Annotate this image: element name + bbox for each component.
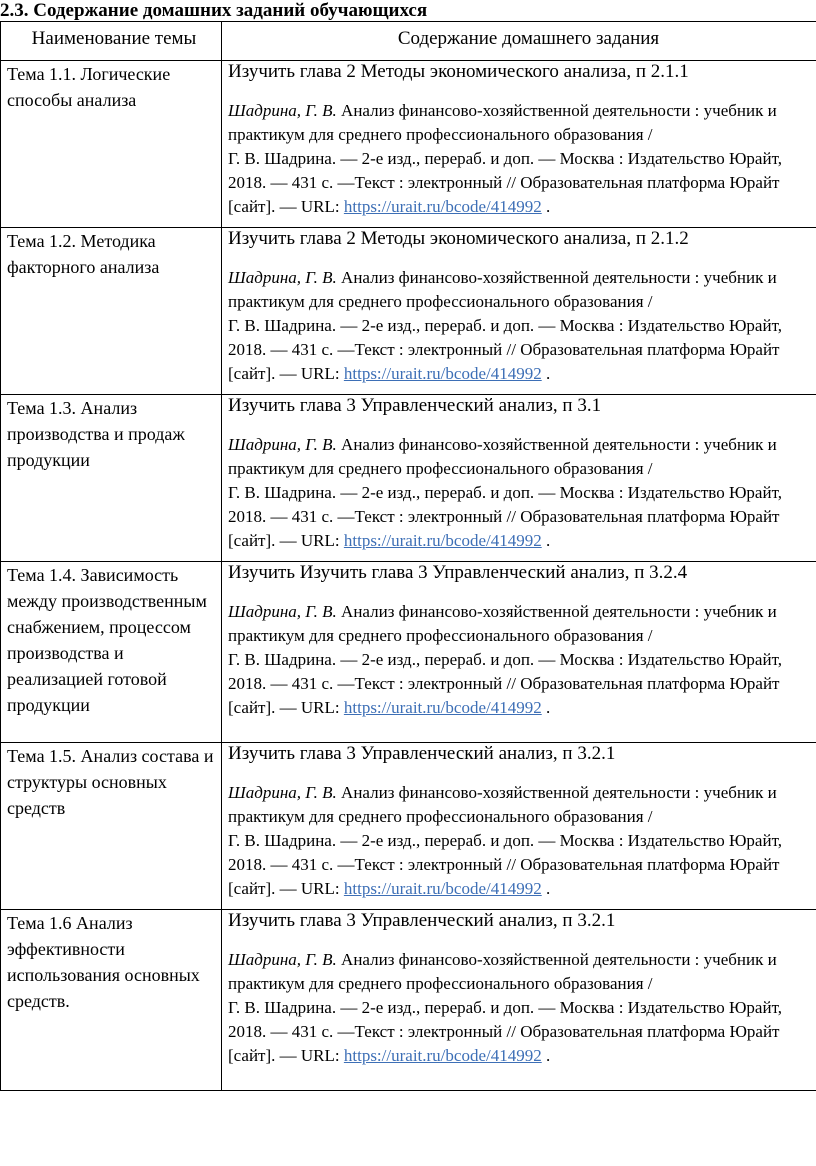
reference-author: Шадрина, Г. В. — [228, 101, 337, 120]
reference-line: 2018. — 431 с. —Текст : электронный // Образовательная платформа Юрайт — [228, 340, 780, 359]
reference-url-link[interactable]: https://urait.ru/bcode/414992 — [343, 1046, 542, 1065]
task-title: Изучить глава 2 Методы экономического анализа, п 2.1.2 — [228, 228, 689, 249]
table-row — [1, 61, 816, 228]
table-header-row — [1, 22, 816, 61]
reference-line: . — [541, 531, 551, 550]
task-cell — [222, 61, 816, 228]
task-cell — [222, 743, 816, 910]
task-cell — [222, 910, 816, 1091]
reference — [228, 600, 816, 720]
reference-url-link[interactable]: https://urait.ru/bcode/414992 — [343, 197, 542, 216]
task-title: Изучить глава 2 Методы экономического анализа, п 2.1.1 — [228, 61, 689, 82]
task-title: Изучить Изучить глава 3 Управленческий анализ, п 3.2.4 — [228, 562, 688, 583]
task-cell — [222, 228, 816, 395]
reference-line: Г. В. Шадрина. — 2-е изд., перераб. и доп. — Москва : Издательство Юрайт, — [228, 998, 782, 1017]
reference-line: Анализ финансово-хозяйственной деятельности : учебник и — [336, 101, 777, 120]
reference-author: Шадрина, Г. В. — [228, 602, 337, 621]
task-cell — [222, 395, 816, 562]
reference-line: 2018. — 431 с. —Текст : электронный // Образовательная платформа Юрайт — [228, 173, 780, 192]
reference-line: . — [541, 698, 551, 717]
reference — [228, 433, 816, 553]
topic-cell: Тема 1.4. Зависимость между производственным снабжением, процессом производства и реализацией готовой продукции — [1, 562, 222, 743]
task-title: Изучить глава 3 Управленческий анализ, п 3.1 — [228, 395, 602, 416]
reference-line: Анализ финансово-хозяйственной деятельности : учебник и — [336, 950, 777, 969]
table-row — [1, 910, 816, 1091]
reference-line: Г. В. Шадрина. — 2-е изд., перераб. и доп. — Москва : Издательство Юрайт, — [228, 149, 782, 168]
reference-line: . — [541, 197, 551, 216]
topic-cell: Тема 1.6 Анализ эффективности использования основных средств. — [1, 910, 222, 1091]
reference-url-link[interactable]: https://urait.ru/bcode/414992 — [343, 531, 542, 550]
reference — [228, 99, 816, 219]
reference-line: Анализ финансово-хозяйственной деятельности : учебник и — [336, 783, 777, 802]
reference-line: [сайт]. — URL: — [228, 1046, 344, 1065]
reference-line: Анализ финансово-хозяйственной деятельности : учебник и — [336, 602, 777, 621]
reference-line: [сайт]. — URL: — [228, 197, 344, 216]
column-header-task: Содержание домашнего задания — [222, 22, 816, 61]
reference-url-link[interactable]: https://urait.ru/bcode/414992 — [343, 698, 542, 717]
reference-author: Шадрина, Г. В. — [228, 783, 337, 802]
homework-table — [0, 21, 816, 1091]
reference — [228, 948, 816, 1068]
reference-line: 2018. — 431 с. —Текст : электронный // Образовательная платформа Юрайт — [228, 674, 780, 693]
page-heading: 2.3. Содержание домашних заданий обучающихся — [0, 0, 428, 21]
reference-author: Шадрина, Г. В. — [228, 435, 337, 454]
reference-line: [сайт]. — URL: — [228, 698, 344, 717]
topic-cell: Тема 1.3. Анализ производства и продаж продукции — [1, 395, 222, 562]
task-cell — [222, 562, 816, 743]
topic-cell: Тема 1.2. Методика факторного анализа — [1, 228, 222, 395]
reference-line: 2018. — 431 с. —Текст : электронный // Образовательная платформа Юрайт — [228, 855, 780, 874]
table-row — [1, 743, 816, 910]
reference-line: Анализ финансово-хозяйственной деятельности : учебник и — [336, 435, 777, 454]
reference-line: 2018. — 431 с. —Текст : электронный // Образовательная платформа Юрайт — [228, 507, 780, 526]
reference-line: Г. В. Шадрина. — 2-е изд., перераб. и доп. — Москва : Издательство Юрайт, — [228, 650, 782, 669]
reference-line: [сайт]. — URL: — [228, 879, 344, 898]
reference-line: практикум для среднего профессионального образования / — [228, 459, 653, 478]
reference-line: Г. В. Шадрина. — 2-е изд., перераб. и доп. — Москва : Издательство Юрайт, — [228, 831, 782, 850]
reference-line: Анализ финансово-хозяйственной деятельности : учебник и — [336, 268, 777, 287]
table-row — [1, 562, 816, 743]
reference-line: практикум для среднего профессионального образования / — [228, 807, 653, 826]
reference-line: практикум для среднего профессионального образования / — [228, 974, 653, 993]
reference-line: . — [541, 1046, 551, 1065]
column-header-topic: Наименование темы — [1, 22, 222, 61]
reference-line: Г. В. Шадрина. — 2-е изд., перераб. и доп. — Москва : Издательство Юрайт, — [228, 316, 782, 335]
reference-line: 2018. — 431 с. —Текст : электронный // Образовательная платформа Юрайт — [228, 1022, 780, 1041]
table-row — [1, 228, 816, 395]
reference-author: Шадрина, Г. В. — [228, 268, 337, 287]
reference-line: практикум для среднего профессионального образования / — [228, 626, 653, 645]
reference — [228, 266, 816, 386]
reference-line: [сайт]. — URL: — [228, 531, 344, 550]
task-title: Изучить глава 3 Управленческий анализ, п 3.2.1 — [228, 910, 616, 931]
reference-line: . — [541, 364, 551, 383]
reference-line: [сайт]. — URL: — [228, 364, 344, 383]
reference-line: практикум для среднего профессионального образования / — [228, 125, 653, 144]
task-title: Изучить глава 3 Управленческий анализ, п 3.2.1 — [228, 743, 616, 764]
topic-cell: Тема 1.1. Логические способы анализа — [1, 61, 222, 228]
reference-url-link[interactable]: https://urait.ru/bcode/414992 — [343, 879, 542, 898]
reference-author: Шадрина, Г. В. — [228, 950, 337, 969]
reference-url-link[interactable]: https://urait.ru/bcode/414992 — [343, 364, 542, 383]
reference-line: практикум для среднего профессионального образования / — [228, 292, 653, 311]
reference-line: . — [541, 879, 551, 898]
reference — [228, 781, 816, 901]
topic-cell: Тема 1.5. Анализ состава и структуры основных средств — [1, 743, 222, 910]
reference-line: Г. В. Шадрина. — 2-е изд., перераб. и доп. — Москва : Издательство Юрайт, — [228, 483, 782, 502]
table-row — [1, 395, 816, 562]
